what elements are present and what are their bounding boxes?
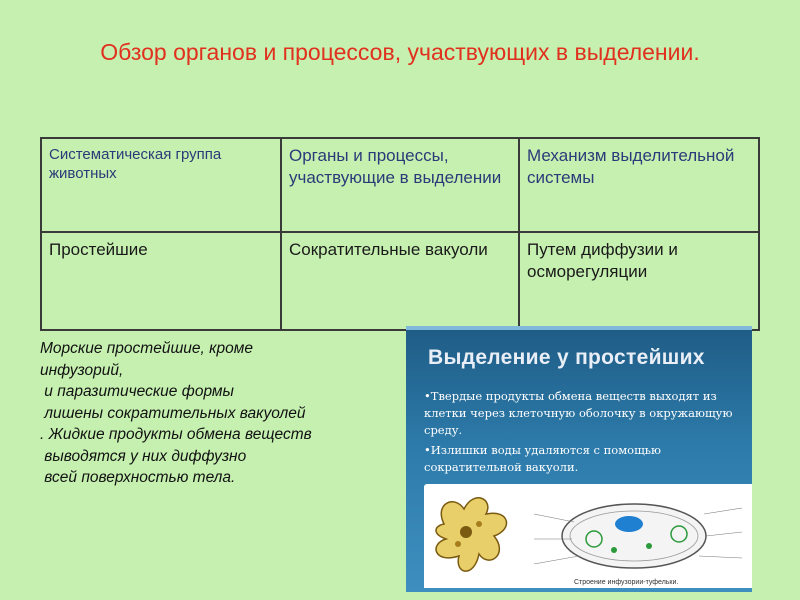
table-header-row <box>41 138 759 232</box>
cell-organs: Сократительные вакуоли <box>281 232 519 330</box>
protozoa-illustration-icon <box>424 484 752 588</box>
note-text: Морские простейшие, кроме инфузорий, и паразитические формы лишены сократительных вакуолей . Жидкие продукты обмена веществ выводятся у них диффузно всей поверхностью тела. <box>40 340 312 486</box>
table-row <box>41 232 759 330</box>
panel-bullet: •Твердые продукты обмена веществ выходят из клетки через клеточную оболочку в окружающую среду. <box>424 389 733 437</box>
panel-bullets <box>424 388 742 479</box>
header-cell-group: Систематическая группа животных <box>41 138 281 232</box>
overview-table <box>40 137 760 331</box>
panel-title: Выделение у простейших <box>428 346 705 369</box>
header-cell-mechanism: Механизм выделительной системы <box>519 138 759 232</box>
panel-bullet: •Излишки воды удаляются с помощью сократительной вакуоли. <box>424 443 662 474</box>
excretion-panel <box>406 326 752 592</box>
cell-group: Простейшие <box>41 232 281 330</box>
header-cell-organs: Органы и процессы, участвующие в выделении <box>281 138 519 232</box>
illustration <box>424 484 752 588</box>
illustration-caption: Строение инфузории-туфельки. <box>574 579 679 586</box>
page-title: Обзор органов и процессов, участвующих в выделении. <box>100 39 700 65</box>
cell-mechanism: Путем диффузии и осморегуляции <box>519 232 759 330</box>
